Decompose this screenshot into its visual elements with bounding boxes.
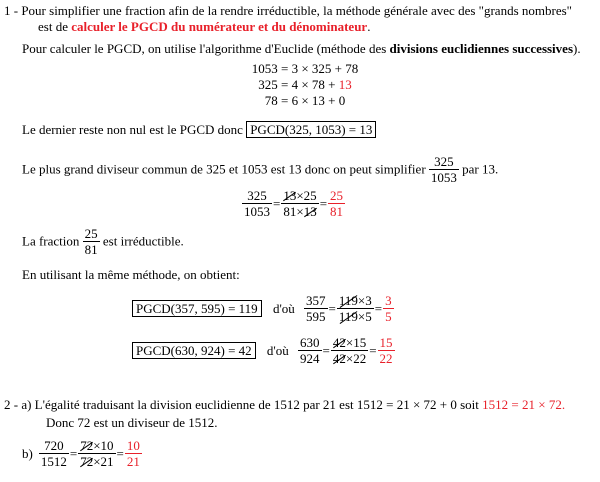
ex3-mid-den-struck: 42	[332, 351, 346, 366]
ex2-fraction-result	[383, 293, 394, 324]
divisor-text: Le plus grand diviseur commun de 325 et 1053 est 13 donc on peut simplifier	[22, 161, 426, 177]
q2-mid-den-rest: ×21	[93, 454, 114, 469]
calc-mid-den	[281, 203, 318, 219]
ex2-mid-den-struck: 119	[338, 309, 358, 324]
irreducible-fraction	[83, 226, 100, 257]
q2-left-den: 1512	[40, 454, 67, 469]
irreducible-suffix: est irréductible.	[102, 233, 184, 249]
calc-result-den: 81	[330, 204, 344, 219]
q2-b-label: b)	[22, 445, 33, 461]
last-rest-text: Le dernier reste non nul est le PGCD donc	[22, 122, 243, 137]
pgcd-box-3: PGCD(630, 924) = 42	[132, 342, 256, 359]
ex2-left-num: 357	[306, 293, 326, 308]
ex3-result-num: 15	[379, 335, 393, 350]
q1-intro-line2	[38, 20, 370, 34]
irreducible-num: 25	[84, 226, 98, 241]
dou-label-3: d'où	[266, 342, 289, 358]
q2-b-calc: b) $\frac{720}{1512}$ = $\frac{72\times 10}{72\times 21}$ = $\frac{10}{21}$	[22, 438, 140, 469]
calc-left-den: 1053	[244, 204, 270, 219]
calc-fraction-mid	[281, 188, 318, 219]
ex3-left-num: 630	[300, 335, 320, 350]
calc-mid-den-struck: 13	[303, 204, 317, 219]
ex2-fraction-left	[304, 293, 328, 324]
q1-method-highlight: calculer le PGCD du numérateur et du dénominateur	[71, 19, 368, 34]
q2-result-num: 10	[126, 438, 140, 453]
ex2-mid-den	[337, 308, 374, 324]
pgcd-box-1: PGCD(325, 1053) = 13	[246, 121, 376, 138]
euclid-step-3: 78 = 6 × 13 + 0	[264, 93, 346, 108]
simplification-calc: $\frac{325}{1053}$ = $\frac{13\times 25}{81\times 13}$ = $\frac{25}{81}$	[244, 188, 344, 219]
ex2-mid-num-rest: ×3	[357, 293, 372, 308]
q1-euclid-intro-bold: divisions euclidiennes successives	[389, 41, 573, 56]
q2-mid-num	[78, 438, 115, 453]
pgcd-box-2: PGCD(357, 595) = 119	[132, 300, 262, 317]
q1-euclid-intro-prefix: Pour calculer le PGCD, on utilise l'algorithme d'Euclide (méthode des	[22, 41, 390, 56]
euclid-step-2	[230, 78, 380, 92]
euclid-step-2-remainder: 13	[338, 77, 352, 92]
calc-fraction-result	[328, 188, 345, 219]
q1-euclid-intro-suffix: ).	[573, 41, 581, 56]
q1-intro-line2-prefix: est de	[38, 19, 72, 34]
euclid-step-1: 1053 = 3 × 325 + 78	[251, 61, 359, 76]
q2-mid-num-struck: 72	[80, 438, 94, 453]
q2-a-text: 2 - a) L'égalité traduisant la division euclidienne de 1512 par 21 est 1512 = 21 × 72 + 0 soit	[4, 397, 483, 412]
fraction-325-1053	[429, 154, 459, 185]
q2-mid-num-rest: ×10	[93, 438, 114, 453]
fraction-denominator: 1053	[430, 170, 457, 185]
irreducible-line	[22, 226, 184, 257]
ex3-mid-num	[331, 335, 368, 350]
q1-intro-line2-suffix: .	[367, 19, 371, 34]
calc-result-num: 25	[330, 188, 344, 203]
irreducible-prefix: La fraction	[22, 233, 80, 249]
calc-mid-num	[281, 188, 318, 203]
ex3-mid-den	[331, 350, 368, 366]
ex3-result-den: 22	[379, 351, 393, 366]
calc-mid-num-rest: ×25	[296, 188, 317, 203]
q2-mid-den	[78, 453, 115, 469]
ex2-fraction-mid	[337, 293, 374, 324]
q2-fraction-mid	[78, 438, 115, 469]
ex3-left-den: 924	[300, 351, 320, 366]
ex3-fraction-result	[378, 335, 395, 366]
irreducible-den: 81	[84, 242, 98, 257]
q1-intro-line1: 1 - Pour simplifier une fraction afin de la rendre irréductible, la méthode générale avec des "grands nombres"	[4, 3, 572, 18]
same-method-line: En utilisant la même méthode, on obtient:	[22, 267, 240, 282]
ex2-mid-den-rest: ×5	[357, 309, 372, 324]
q2-result-den: 21	[126, 454, 140, 469]
example-357-595: PGCD(357, 595) = 119 d'où $\frac{357}{595}$ = $\frac{119\times 3}{119\times 5}$ = $\frac{3}{5}$	[132, 293, 394, 324]
q2-fraction-result	[125, 438, 142, 469]
calc-mid-num-struck: 13	[283, 188, 297, 203]
q1-euclid-intro	[22, 42, 581, 56]
ex2-result-num: 3	[385, 293, 392, 308]
ex3-fraction-mid	[331, 335, 368, 366]
ex2-mid-num	[337, 293, 374, 308]
divisor-suffix: par 13.	[462, 161, 499, 177]
q2-left-num: 720	[44, 438, 64, 453]
q2-mid-den-struck: 72	[80, 454, 94, 469]
ex2-mid-num-struck: 119	[338, 293, 358, 308]
ex2-result-den: 5	[385, 309, 392, 324]
fraction-numerator: 325	[434, 154, 454, 169]
ex3-mid-num-struck: 42	[332, 335, 346, 350]
ex3-fraction-left	[298, 335, 322, 366]
calc-left-num: 325	[247, 188, 267, 203]
ex2-left-den: 595	[306, 309, 326, 324]
example-630-924: PGCD(630, 924) = 42 d'où $\frac{630}{924}$ = $\frac{42\times 15}{42\times 22}$ = $\frac{15}{22}$	[132, 335, 395, 366]
q2-a-line	[4, 398, 565, 412]
euclid-step-2-text: 325 = 4 × 78 +	[258, 77, 339, 92]
calc-mid-den-pre: 81×	[283, 204, 304, 219]
q2-a-equality: 1512 = 21 × 72.	[482, 397, 566, 412]
ex3-mid-den-rest: ×22	[345, 351, 367, 366]
q2-divisor-line: Donc 72 est un diviseur de 1512.	[46, 415, 218, 430]
calc-fraction-left	[242, 188, 272, 219]
last-rest-line	[22, 122, 376, 138]
dou-label-2: d'où	[272, 300, 295, 316]
q2-fraction-left	[39, 438, 69, 469]
ex3-mid-num-rest: ×15	[345, 335, 367, 350]
divisor-line	[22, 154, 498, 185]
